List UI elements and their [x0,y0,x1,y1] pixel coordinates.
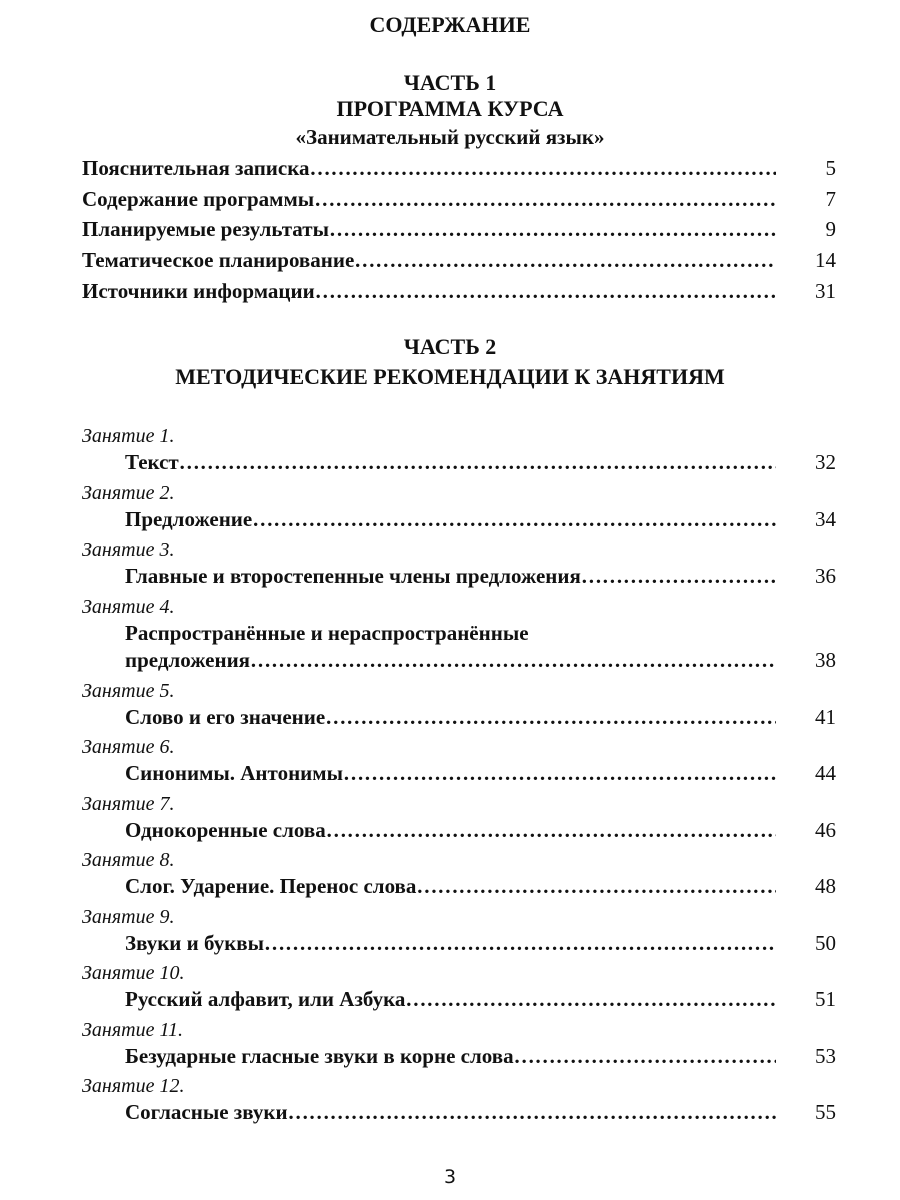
toc-entry[interactable] [125,449,836,475]
lesson-label: Занятие 9. [82,906,175,928]
lesson-label: Занятие 6. [82,736,175,758]
toc-entry[interactable] [125,620,836,646]
part2-subheading: МЕТОДИЧЕСКИЕ РЕКОМЕНДАЦИИ К ЗАНЯТИЯМ [175,364,725,389]
toc-entry[interactable] [125,873,836,899]
lesson-label: Занятие 10. [82,962,185,984]
lesson-label: Занятие 5. [82,680,175,702]
dot-leader [252,506,776,532]
toc-entry[interactable] [125,1043,836,1069]
entry-title: Тематическое планирование [82,248,355,272]
toc-entry[interactable] [125,647,836,673]
dot-leader [325,704,776,730]
dot-leader [343,760,776,786]
entry-page: 51 [815,987,836,1011]
dot-leader [581,563,776,589]
page-number: 3 [443,1166,457,1188]
dot-leader [405,986,776,1012]
entry-page: 41 [815,705,836,729]
toc-entry[interactable] [82,186,836,212]
lesson-label: Занятие 12. [82,1075,185,1097]
lesson-label: Занятие 3. [82,539,175,561]
lesson-label: Занятие 11. [82,1019,183,1041]
dot-leader [250,647,776,673]
entry-title: Слово и его значение [125,705,326,729]
entry-page: 55 [815,1100,836,1124]
entry-title: Текст [125,450,179,474]
part1-course-title: «Занимательный русский язык» [295,125,605,149]
part1-subheading: ПРОГРАММА КУРСА [336,96,564,121]
entry-page: 36 [815,564,836,588]
entry-title: Содержание программы [82,187,315,211]
page-title: СОДЕРЖАНИЕ [369,12,531,37]
entry-page: 46 [815,818,836,842]
toc-entry[interactable] [125,817,836,843]
entry-title: Источники информации [82,279,315,303]
entry-page: 32 [815,450,836,474]
entry-page: 48 [815,874,836,898]
entry-page: 7 [825,187,836,211]
toc-entry[interactable] [125,704,836,730]
dot-leader [288,1099,776,1125]
entry-title: Предложение [125,507,253,531]
entry-page: 34 [815,507,836,531]
entry-page: 5 [825,156,836,180]
entry-title: Согласные звуки [125,1100,288,1124]
entry-page: 9 [825,217,836,241]
entry-title: Звуки и буквы [125,931,265,955]
dot-leader [354,247,776,273]
entry-title: Распространённые и нераспространённые [125,621,529,645]
entry-page: 38 [815,648,836,672]
toc-entry[interactable] [125,986,836,1012]
entry-page: 14 [815,248,836,272]
part2-heading: ЧАСТЬ 2 [403,334,497,359]
toc-entry[interactable] [82,216,836,242]
dot-leader [416,873,776,899]
entry-title: предложения [125,648,251,672]
toc-entry[interactable] [125,506,836,532]
dot-leader [264,930,776,956]
dot-leader [314,186,776,212]
lesson-label: Занятие 4. [82,596,175,618]
toc-entry[interactable] [125,563,836,589]
dot-leader [179,449,776,475]
dot-leader [329,216,776,242]
entry-page: 31 [815,279,836,303]
lesson-label: Занятие 7. [82,793,175,815]
entry-page: 44 [815,761,836,785]
part1-heading: ЧАСТЬ 1 [403,70,497,95]
toc-entry[interactable] [82,247,836,273]
entry-title: Пояснительная записка [82,156,310,180]
entry-page: 53 [815,1044,836,1068]
toc-entry[interactable] [82,155,836,181]
dot-leader [514,1043,776,1069]
toc-entry[interactable] [125,760,836,786]
toc-entry[interactable] [125,930,836,956]
entry-title: Слог. Ударение. Перенос слова [125,874,417,898]
entry-title: Безударные гласные звуки в корне слова [125,1044,514,1068]
dot-leader [315,278,776,304]
toc-entry[interactable] [125,1099,836,1125]
entry-page: 50 [815,931,836,955]
lesson-label: Занятие 1. [82,425,175,447]
entry-title: Планируемые результаты [82,217,329,241]
toc-entry[interactable] [82,278,836,304]
lesson-label: Занятие 8. [82,849,175,871]
entry-title: Однокоренные слова [125,818,326,842]
entry-title: Синонимы. Антонимы [125,761,343,785]
entry-title: Главные и второстепенные члены предложения [125,564,581,588]
entry-title: Русский алфавит, или Азбука [125,987,406,1011]
dot-leader [310,155,776,181]
lesson-label: Занятие 2. [82,482,175,504]
dot-leader [326,817,776,843]
